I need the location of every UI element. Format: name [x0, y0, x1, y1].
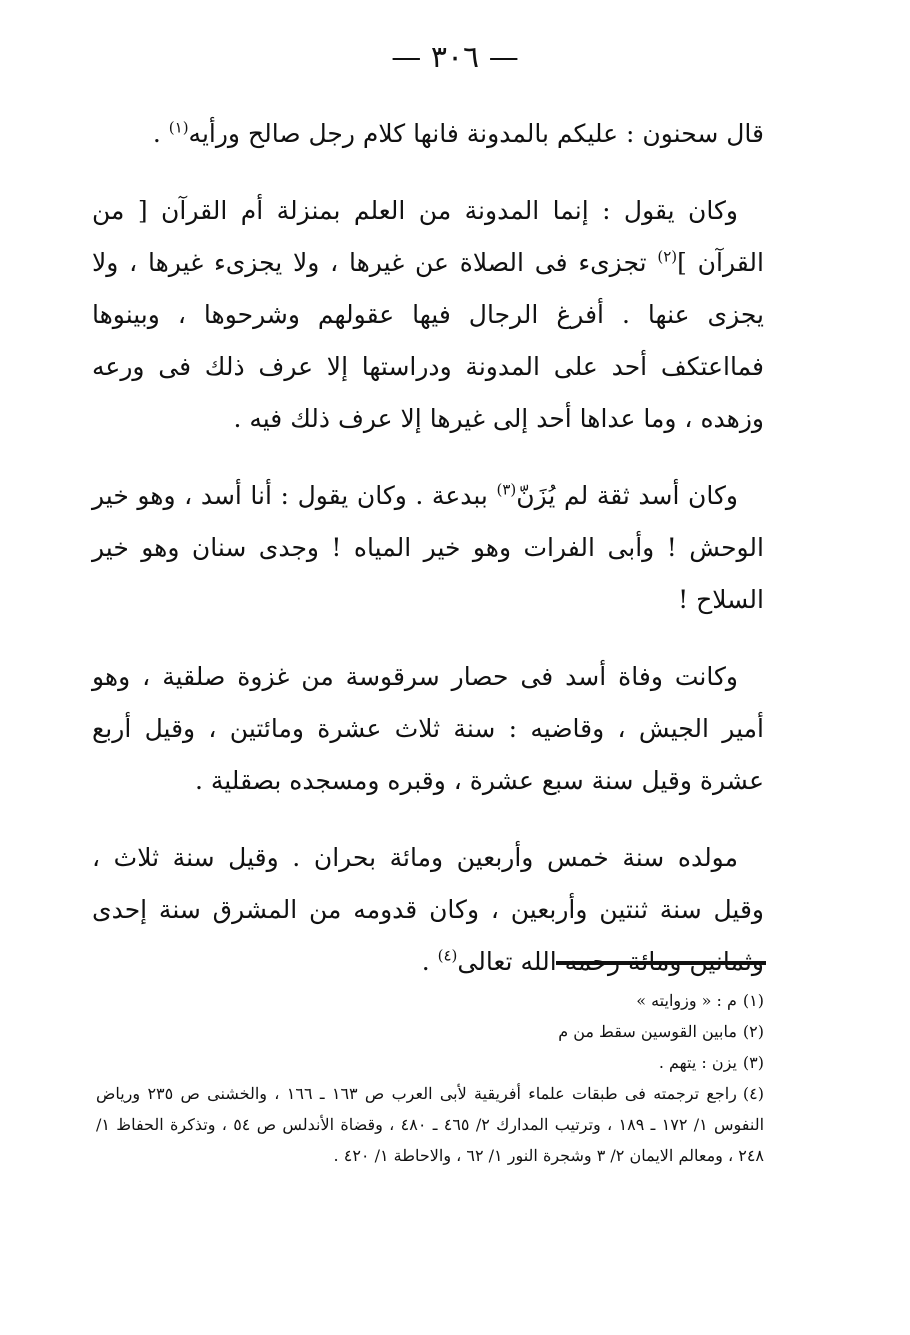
footnote	[96, 1078, 764, 1171]
paragraph-text-tail: ببدعة . وكان يقول : أنا أسد ، وهو خير الوحش ! وأبى الفرات وهو خير المياه ! وجدى سنان وهو خير السلاح !	[92, 481, 764, 614]
footnote-text: راجع ترجمته فى طبقات علماء أفريقية لأبى العرب ص ١٦٣ ـ ١٦٦ ، والخشنى ص ٢٣٥ ورياض النفوس ١/ ١٧٢ ـ ١٨٩ ، وترتيب المدارك ٢/ ٤٦٥ ـ ٤٨٠ ، وقضاة الأندلس ص ٥٤ ، وتذكرة الحفاظ ١/ ٢٤٨ ، ومعالم الايمان ٢/ ٣ وشجرة النور ١/ ٦٢ ، والاحاطة ١/ ٤٢٠ .	[96, 1084, 765, 1165]
paragraph-text: وكانت وفاة أسد فى حصار سرقوسة من غزوة صلقية ، وهو أمير الجيش ، وقاضيه : سنة ثلاث عشرة ومائتين ، وقيل أربع عشرة وقيل سنة سبع عشرة ، وقبره ومسجده بصقلية .	[92, 662, 764, 795]
page-number: — ٣٠٦ —	[391, 40, 519, 75]
footnote-number: (٣)	[742, 1053, 764, 1072]
footnote	[96, 1016, 764, 1047]
main-text	[92, 108, 764, 988]
footnote-number: (٢)	[742, 1022, 764, 1041]
footnote-text: يزن : يتهم .	[658, 1053, 737, 1072]
footnote-ref: (٤)	[437, 946, 458, 965]
footnotes	[96, 985, 764, 1171]
paragraph	[92, 185, 764, 445]
footnote-ref: (١)	[168, 118, 189, 137]
paragraph-text: قال سحنون : عليكم بالمدونة فانها كلام رجل صالح ورأيه	[188, 119, 764, 148]
footnote	[96, 985, 764, 1016]
paragraph	[92, 651, 764, 807]
footnote-divider	[556, 961, 766, 965]
footnote-ref: (٢)	[657, 247, 678, 266]
paragraph-text-tail: .	[421, 947, 438, 976]
footnote-number: (٤)	[742, 1084, 764, 1103]
paragraph-text-tail: تجزىء فى الصلاة عن غيرها ، ولا يجزىء غيرها ، ولا يجزى عنها . أفرغ الرجال فيها عقولهم وشرحوها ، وبينوها فمااعتكف أحد على المدونة ودراستها إلا عرف ذلك فى ورعه وزهده ، وما عداها أحد إلى غيرها إلا عرف ذلك فيه .	[92, 248, 764, 433]
paragraph-text: وكان أسد ثقة لم يُزَنّ	[516, 481, 738, 510]
footnote	[96, 1047, 764, 1078]
paragraph	[92, 108, 764, 160]
paragraph	[92, 470, 764, 626]
footnote-text: مابين القوسين سقط من م	[558, 1022, 737, 1041]
paragraph-text: وكان يقول : إنما المدونة من العلم بمنزلة أم القرآن [ من القرآن ]	[92, 196, 764, 277]
footnote-text: م : « وزوايته »	[636, 991, 737, 1010]
footnote-ref: (٣)	[496, 480, 517, 499]
paragraph-text-tail: .	[152, 119, 169, 148]
paragraph-text: مولده سنة خمس وأربعين ومائة بحران . وقيل سنة ثلاث ، وقيل سنة ثنتين وأربعين ، وكان قدومه من المشرق سنة إحدى وثمانين ومائة رحمه الله تعالى	[92, 843, 764, 976]
footnote-number: (١)	[742, 991, 764, 1010]
